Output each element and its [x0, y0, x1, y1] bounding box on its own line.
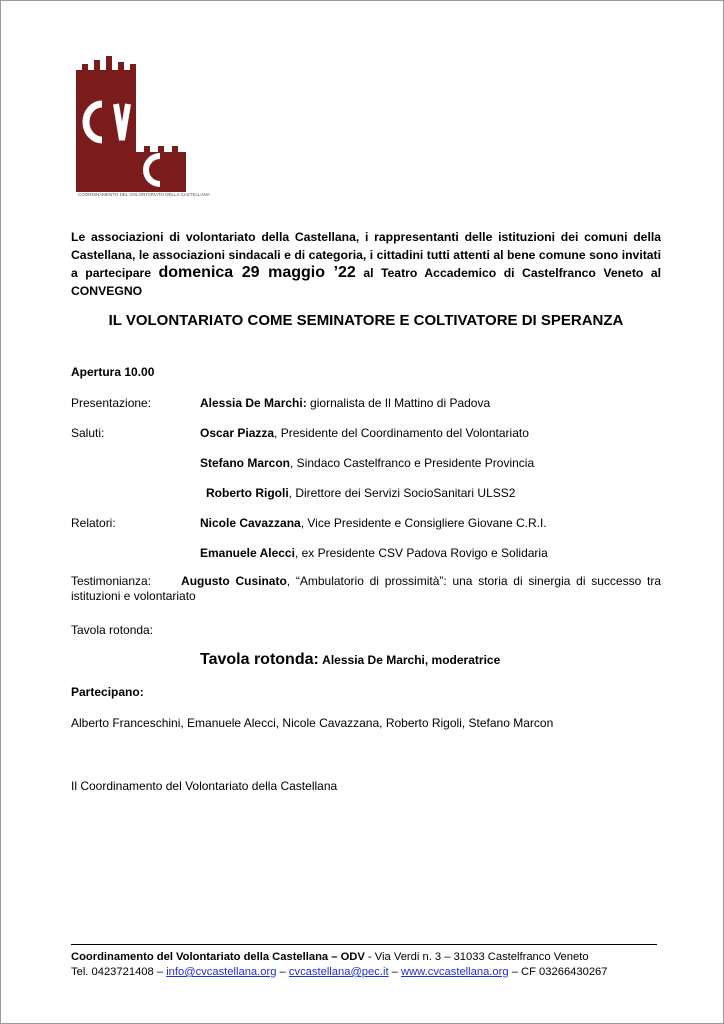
testimony-label: Testimonianza:: [71, 574, 152, 588]
testimony-name: Augusto Cusinato: [181, 574, 287, 588]
greetings-item: [200, 456, 534, 470]
speaker-desc: , Presidente del Coordinamento del Volontariato: [274, 426, 529, 440]
cvc-logo: [68, 52, 210, 200]
participants-label: Partecipano:: [71, 685, 144, 699]
speakers-label: Relatori:: [71, 516, 116, 530]
greetings-item: [200, 426, 529, 440]
presentation-entry: [200, 396, 490, 410]
speaker-desc: , Direttore dei Servizi SocioSanitari ULSS2: [288, 486, 516, 500]
speakers-item: [200, 516, 547, 530]
logo-subtext: COORDINAMENTO DEL VOLONTARIATO DELLA CASTELLANA: [78, 192, 210, 197]
roundtable-label: Tavola rotonda:: [71, 623, 154, 637]
roundtable-title: Tavola rotonda:: [200, 651, 319, 668]
footer-pec-link[interactable]: cvcastellana@pec.it: [288, 966, 389, 978]
participants-list: Alberto Franceschini, Emanuele Alecci, Nicole Cavazzana, Roberto Rigoli, Stefano Marcon: [71, 716, 554, 730]
footer-line-2: [71, 966, 661, 978]
signature: Il Coordinamento del Volontariato della Castellana: [71, 779, 338, 793]
speaker-name: Emanuele Alecci: [200, 546, 295, 560]
speaker-desc: , ex Presidente CSV Padova Rovigo e Solidaria: [294, 546, 548, 560]
presenter-desc: giornalista de Il Mattino di Padova: [306, 396, 491, 410]
footer-sep: –: [276, 966, 289, 978]
speaker-desc: , Sindaco Castelfranco e Presidente Provincia: [290, 456, 535, 470]
speaker-desc: , Vice Presidente e Consigliere Giovane C.R.I.: [300, 516, 547, 530]
presentation-label: Presentazione:: [71, 396, 152, 410]
speaker-name: Stefano Marcon: [200, 456, 291, 470]
greetings-label: Saluti:: [71, 426, 105, 440]
footer-email-link[interactable]: info@cvcastellana.org: [166, 966, 277, 978]
speaker-name: Nicole Cavazzana: [200, 516, 301, 530]
testimony-desc: , “Ambulatorio di prossimità”: una storia di sinergia di successo tra istituzioni e volontariato: [71, 574, 661, 603]
roundtable-heading: [200, 651, 500, 669]
footer-address: - Via Verdi n. 3 – 31033 Castelfranco Veneto: [364, 951, 589, 963]
presenter-name: Alessia De Marchi:: [200, 396, 307, 410]
speakers-item: [200, 546, 548, 560]
opening-time: Apertura 10.00: [71, 365, 155, 379]
speaker-name: Oscar Piazza: [200, 426, 275, 440]
footer-divider: [71, 944, 657, 945]
footer-tel: Tel. 0423721408 –: [71, 966, 167, 978]
footer-org: Coordinamento del Volontariato della Castellana – ODV: [71, 951, 365, 963]
speaker-name: Roberto Rigoli: [206, 486, 289, 500]
intro-text-2: al Teatro Accademico di Castelfranco Veneto al CONVEGNO: [71, 266, 661, 298]
event-date: domenica 29 maggio ’22: [158, 264, 356, 281]
footer-sep: –: [388, 966, 402, 978]
convention-title: IL VOLONTARIATO COME SEMINATORE E COLTIVATORE DI SPERANZA: [108, 312, 624, 329]
footer-line-1: [71, 951, 661, 963]
moderator: Alessia De Marchi, moderatrice: [322, 653, 501, 667]
intro-paragraph: [71, 229, 661, 300]
greetings-item: [206, 486, 515, 500]
testimony-entry: [71, 574, 661, 604]
footer-cf: – CF 03266430267: [508, 966, 608, 978]
footer-web-link[interactable]: www.cvcastellana.org: [401, 966, 509, 978]
intro-text-1: Le associazioni di volontariato della Castellana, i rappresentanti delle istituzioni dei comuni della Castellana, le associazioni sindacali e di categoria, i cittadini tutti attenti al bene comune sono invitati a partecipare: [71, 230, 661, 280]
